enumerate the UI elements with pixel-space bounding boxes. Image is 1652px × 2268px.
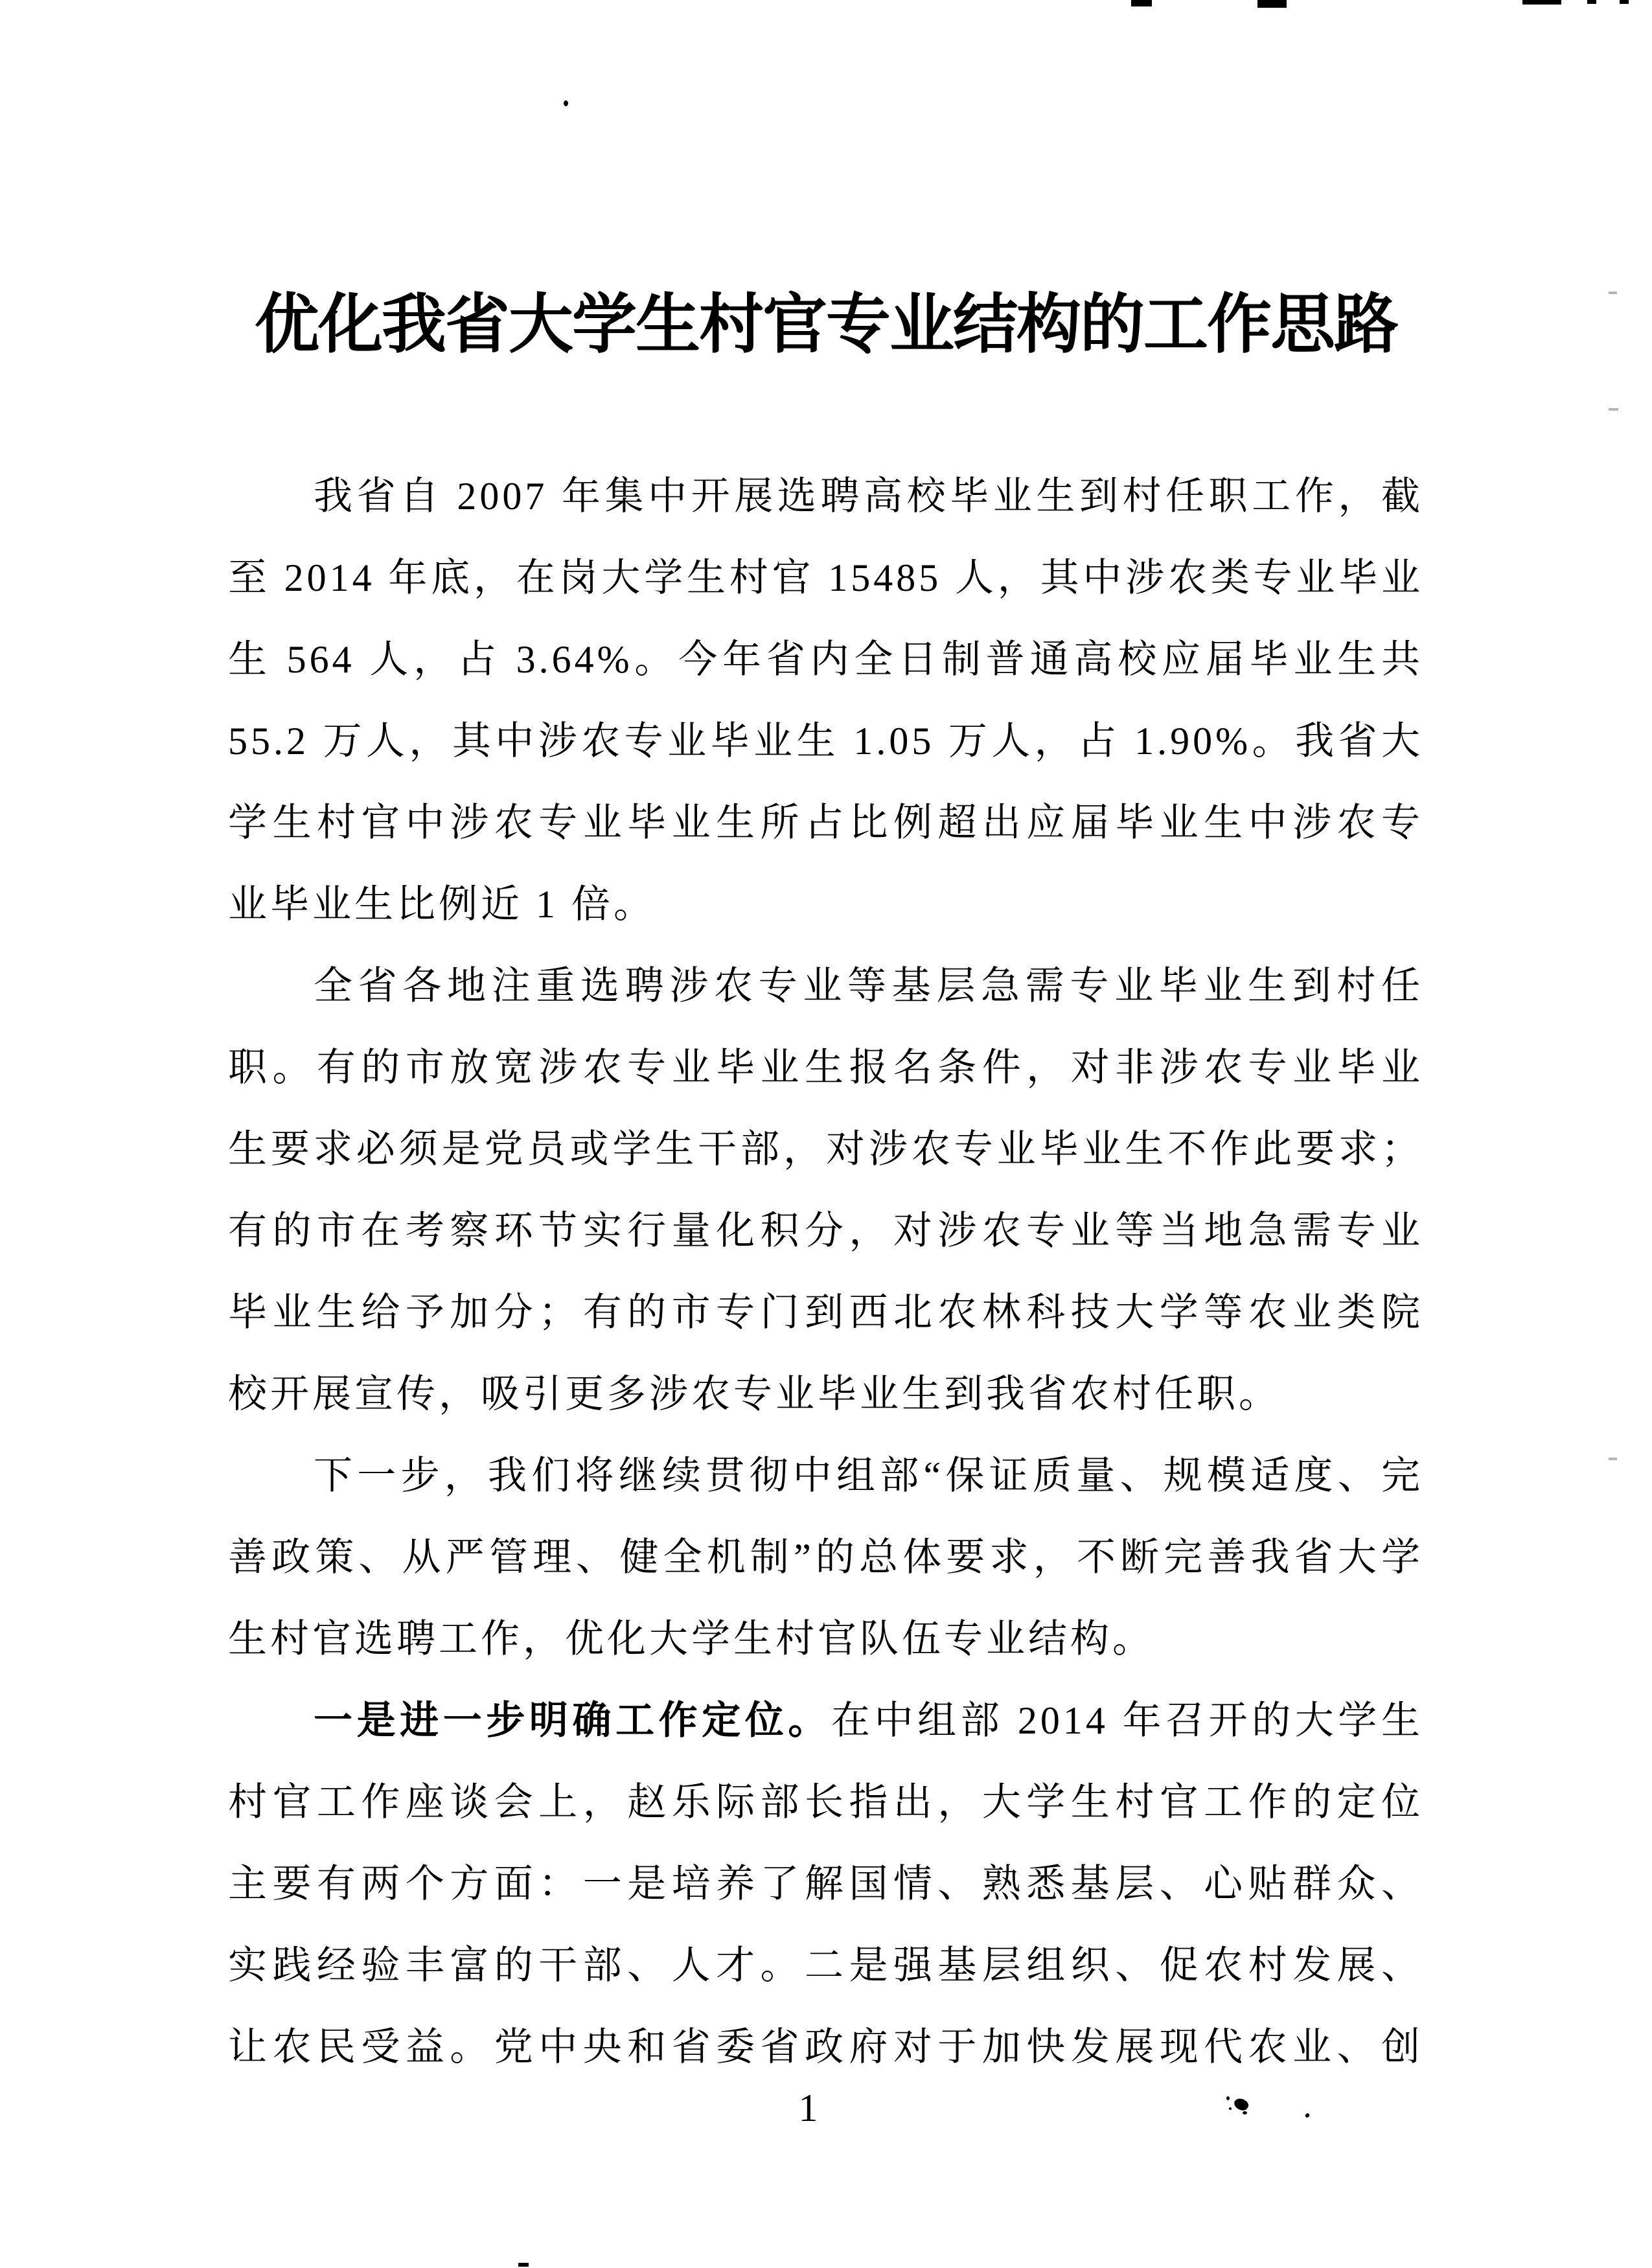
text-line [228, 782, 1423, 864]
text-line [228, 1680, 1423, 1761]
text-line [228, 2006, 1423, 2088]
text-segment: 主要有两个方面：一是培养了解国情、熟悉基层、心贴群众、 [228, 1862, 1423, 1905]
scan-artifact-top-edge [1522, 0, 1561, 5]
text-line [228, 1108, 1423, 1190]
text-line [228, 864, 1423, 945]
ink-blot-speck [1226, 2096, 1230, 2100]
text-segment: 下一步，我们将继续贯彻中组部“保证质量、规模适度、完 [314, 1454, 1423, 1497]
text-segment: 让农民受益。党中央和省委省政府对于加快发展现代农业、创 [228, 2026, 1423, 2068]
text-line [228, 1272, 1423, 1353]
text-segment: 村官工作座谈会上，赵乐际部长指出，大学生村官工作的定位 [228, 1781, 1423, 1824]
text-segment: 校开展宣传，吸引更多涉农专业毕业生到我省农村任职。 [228, 1373, 1281, 1415]
text-line [228, 1925, 1423, 2006]
text-line [228, 945, 1423, 1027]
text-segment: 生村官选聘工作，优化大学生村官队伍专业结构。 [228, 1618, 1154, 1660]
text-line [228, 1843, 1423, 1925]
text-line [228, 700, 1423, 782]
text-segment: 毕业生给予加分；有的市专门到西北农林科技大学等农业类院 [228, 1291, 1423, 1334]
text-segment: 业毕业生比例近 1 倍。 [228, 883, 656, 926]
scan-artifact-top-edge [1131, 0, 1152, 6]
text-line [228, 1353, 1423, 1435]
text-segment: 在中组部 2014 年召开的大学生 [831, 1699, 1423, 1742]
text-segment: 生 564 人，占 3.64%。今年省内全日制普通高校应届毕业生共 [228, 638, 1423, 681]
text-line [228, 1190, 1423, 1272]
text-segment: 生要求必须是党员或学生干部，对涉农专业毕业生不作此要求； [228, 1128, 1423, 1171]
text-segment: 职。有的市放宽涉农专业毕业生报名条件，对非涉农专业毕业 [228, 1046, 1423, 1089]
text-segment: 实践经验丰富的干部、人才。二是强基层组织、促农村发展、 [228, 1944, 1423, 1987]
text-line [228, 1027, 1423, 1108]
scan-artifact-top-edge [1587, 0, 1596, 4]
document-body [228, 455, 1423, 2088]
scan-artifact-top-edge [1257, 0, 1287, 8]
text-segment: 至 2014 年底，在岗大学生村官 15485 人，其中涉农类专业毕业 [228, 556, 1423, 599]
text-line [228, 1761, 1423, 1843]
document-title: 优化我省大学生村官专业结构的工作思路 [255, 289, 1397, 361]
ink-blot [1232, 2096, 1250, 2113]
text-segment: 我省自 2007 年集中开展选聘高校毕业生到村任职工作，截 [314, 475, 1423, 518]
scan-artifact-speck [564, 100, 568, 106]
text-segment: 有的市在考察环节实行量化积分，对涉农专业等当地急需专业 [228, 1209, 1423, 1252]
text-line [228, 1517, 1423, 1598]
text-line [228, 455, 1423, 537]
scan-artifact-top-edge [1620, 0, 1629, 4]
ink-blot-speck [1229, 2107, 1232, 2110]
text-line [228, 1598, 1423, 1680]
text-segment-bold: 一是进一步明确工作定位。 [314, 1699, 831, 1742]
text-segment: 55.2 万人，其中涉农专业毕业生 1.05 万人，占 1.90%。我省大 [228, 720, 1423, 762]
scan-artifact-margin-dash [1609, 292, 1617, 294]
scan-artifact-margin-dash [1609, 1458, 1617, 1460]
scan-artifact-bottom-edge [518, 2263, 529, 2267]
text-line [228, 1435, 1423, 1517]
text-line [228, 619, 1423, 700]
page-number: 1 [798, 2087, 818, 2129]
text-segment: 善政策、从严管理、健全机制”的总体要求，不断完善我省大学 [228, 1536, 1423, 1579]
text-segment: 全省各地注重选聘涉农专业等基层急需专业毕业生到村任 [314, 965, 1423, 1007]
text-line [228, 537, 1423, 619]
text-segment: 学生村官中涉农专业毕业生所占比例超出应届毕业生中涉农专 [228, 801, 1423, 844]
ink-blot-speck [1243, 2111, 1247, 2114]
scan-artifact-margin-dash [1609, 408, 1618, 411]
ink-blot-speck [1304, 2113, 1310, 2118]
